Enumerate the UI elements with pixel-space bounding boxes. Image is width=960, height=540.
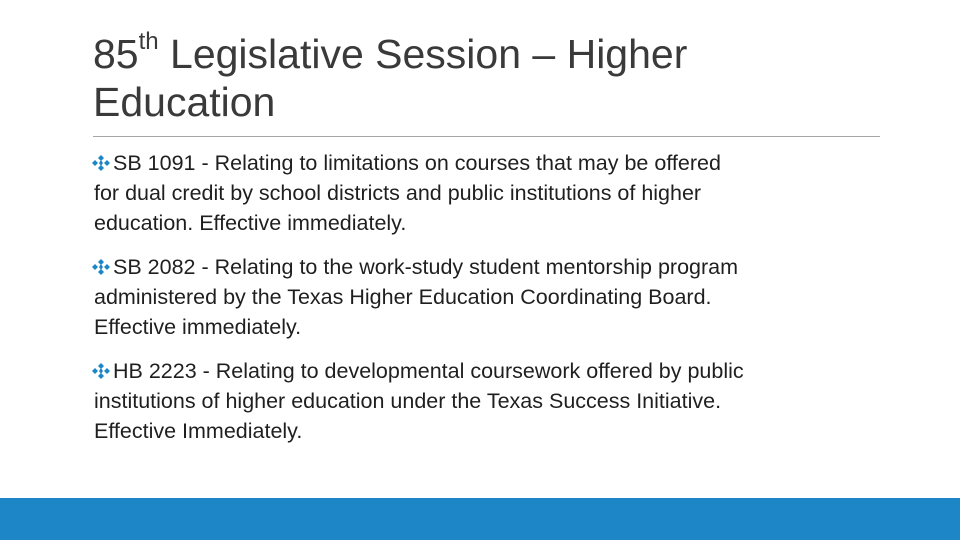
bullet-list: [91, 148, 891, 460]
title-line-2: Education: [93, 79, 276, 125]
bullet-text: SB 1091 - Relating to limitations on courses that may be offered: [113, 151, 721, 175]
slide-title: [93, 30, 873, 126]
bullet-line: for dual credit by school districts and public institutions of higher: [94, 181, 702, 205]
bullet-line: Effective immediately.: [94, 315, 302, 339]
title-ordinal-suffix: th: [138, 28, 159, 56]
bullet-line: [91, 356, 891, 386]
diamond-cluster-bullet-icon: [91, 259, 111, 275]
bullet-line: institutions of higher education under the Texas Success Initiative.: [94, 389, 722, 413]
bullet-line: [91, 252, 891, 282]
bullet-line: Effective Immediately.: [94, 419, 303, 443]
bullet-item: [91, 148, 891, 238]
diamond-cluster-bullet-icon: [91, 155, 111, 171]
bullet-text: HB 2223 - Relating to developmental coursework offered by public: [113, 359, 744, 383]
title-number: 85: [93, 31, 139, 77]
bullet-line: administered by the Texas Higher Education Coordinating Board.: [94, 285, 712, 309]
footer-accent-bar: [0, 498, 960, 540]
diamond-cluster-bullet-icon: [91, 363, 111, 379]
bullet-item: [91, 252, 891, 342]
title-text: Legislative Session – Higher: [158, 31, 688, 77]
bullet-line: [91, 148, 891, 178]
bullet-item: [91, 356, 891, 446]
title-divider: [93, 136, 880, 137]
bullet-line: education. Effective immediately.: [94, 211, 407, 235]
bullet-text: SB 2082 - Relating to the work-study student mentorship program: [113, 255, 739, 279]
